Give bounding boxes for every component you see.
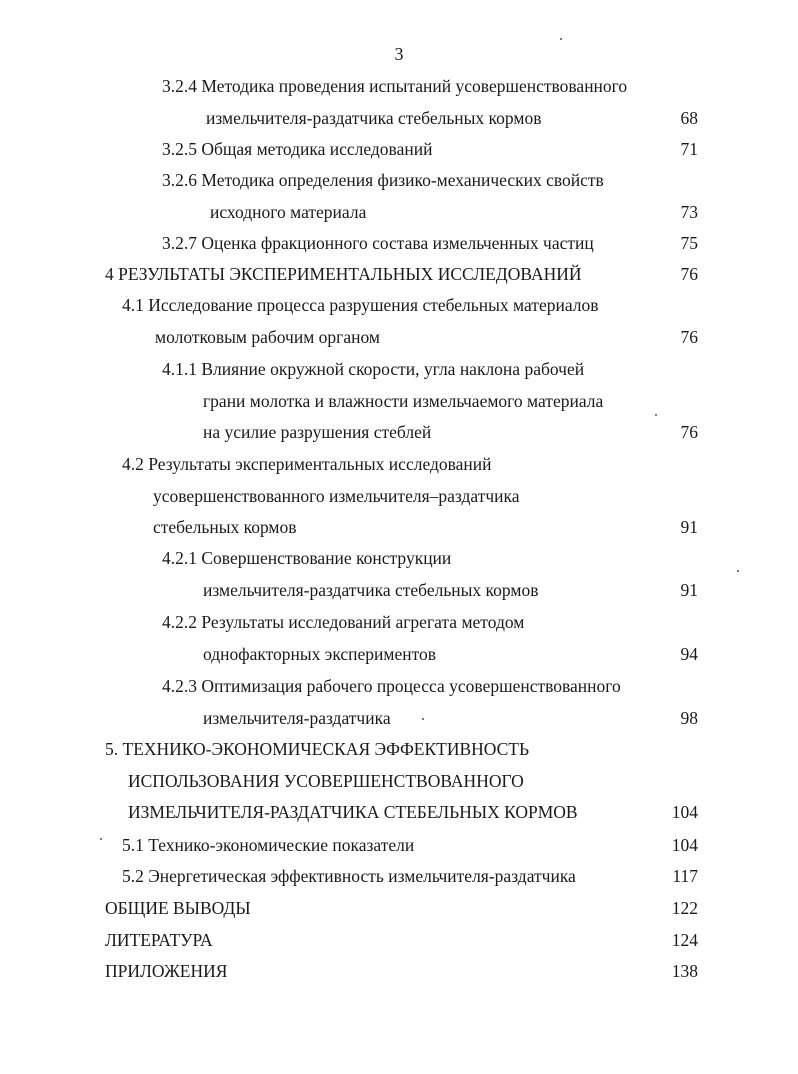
toc-entry-title: 5.1 Технико-экономические показатели <box>122 835 415 855</box>
scan-speck <box>100 838 102 840</box>
toc-entry-page-number: 98 <box>680 707 698 728</box>
toc-entry-page-number: 71 <box>680 139 698 159</box>
toc-entry-title: 4 РЕЗУЛЬТАТЫ ЭКСПЕРИМЕНТАЛЬНЫХ ИССЛЕДОВАНИЙ <box>105 264 582 284</box>
toc-entry-page-number: 75 <box>680 233 698 253</box>
toc-entry-title: 3.2.5 Общая методика исследований <box>162 139 433 159</box>
toc-entry-title-continuation: усовершенствованного измельчителя–раздатчика <box>153 485 520 506</box>
toc-entry-page-number: 73 <box>680 201 698 222</box>
toc-entry-page-number: 94 <box>680 643 698 664</box>
toc-entry-page-number: 138 <box>671 961 698 981</box>
toc-entry-title: ОБЩИЕ ВЫВОДЫ <box>105 898 251 918</box>
toc-entry-page-number: 104 <box>671 835 698 855</box>
scan-speck <box>560 38 562 40</box>
scan-speck <box>655 414 657 416</box>
toc-entry-title: ПРИЛОЖЕНИЯ <box>105 961 228 981</box>
toc-entry-title-continuation: ИЗМЕЛЬЧИТЕЛЯ-РАЗДАТЧИКА СТЕБЕЛЬНЫХ КОРМОВ <box>128 802 578 823</box>
toc-entry-title-continuation: измельчителя-раздатчика стебельных кормов <box>206 107 542 128</box>
toc-entry-page-number: 91 <box>680 579 698 600</box>
toc-entry-page-number: 104 <box>671 802 698 823</box>
toc-entry-page-number: 117 <box>672 866 698 886</box>
toc-entry-title: 4.2 Результаты экспериментальных исследований <box>122 454 492 474</box>
toc-entry-title: 4.1.1 Влияние окружной скорости, угла наклона рабочей <box>162 359 585 379</box>
toc-entry-page-number: 76 <box>680 264 698 284</box>
toc-entry-title: 4.1 Исследование процесса разрушения стебельных материалов <box>122 295 599 315</box>
toc-entry-title-continuation: ИСПОЛЬЗОВАНИЯ УСОВЕРШЕНСТВОВАННОГО <box>128 770 524 791</box>
toc-entry-page-number: 76 <box>680 326 698 347</box>
toc-entry-title: 3.2.4 Методика проведения испытаний усовершенствованного <box>162 76 628 96</box>
toc-entry-title: 5.2 Энергетическая эффективность измельчителя-раздатчика <box>122 866 576 886</box>
toc-entry-title-continuation: грани молотка и влажности измельчаемого материала <box>203 390 604 411</box>
page-number: 3 <box>394 44 404 64</box>
scan-speck <box>422 718 424 720</box>
toc-entry-title: ЛИТЕРАТУРА <box>105 930 213 950</box>
toc-entry-title: 4.2.3 Оптимизация рабочего процесса усовершенствованного <box>162 676 621 696</box>
toc-entry-page-number: 124 <box>671 930 698 950</box>
toc-entry-title-continuation: измельчителя-раздатчика <box>203 707 391 728</box>
toc-entry-title: 4.2.1 Совершенствование конструкции <box>162 548 452 568</box>
toc-entry-title: 3.2.6 Методика определения физико-механических свойств <box>162 170 604 190</box>
toc-entry-page-number: 91 <box>680 517 698 538</box>
scan-speck <box>737 570 739 572</box>
toc-entry-page-number: 76 <box>680 422 698 443</box>
toc-entry-title-continuation: однофакторных экспериментов <box>203 643 437 664</box>
toc-entry-title: 4.2.2 Результаты исследований агрегата методом <box>162 612 525 632</box>
toc-entry-page-number: 68 <box>680 107 698 128</box>
toc-entry-title-continuation: молотковым рабочим органом <box>155 326 380 347</box>
toc-entry-title-continuation: стебельных кормов <box>153 517 297 538</box>
toc-entry-title-continuation: исходного материала <box>210 201 367 222</box>
toc-entry-title: 3.2.7 Оценка фракционного состава измельченных частиц <box>162 233 594 253</box>
toc-entry-title-continuation: измельчителя-раздатчика стебельных кормов <box>203 579 539 600</box>
toc-entry-title: 5. ТЕХНИКО-ЭКОНОМИЧЕСКАЯ ЭФФЕКТИВНОСТЬ <box>105 739 530 759</box>
toc-entry-page-number: 122 <box>671 898 698 918</box>
toc-entry-title-continuation: на усилие разрушения стеблей <box>203 422 432 443</box>
